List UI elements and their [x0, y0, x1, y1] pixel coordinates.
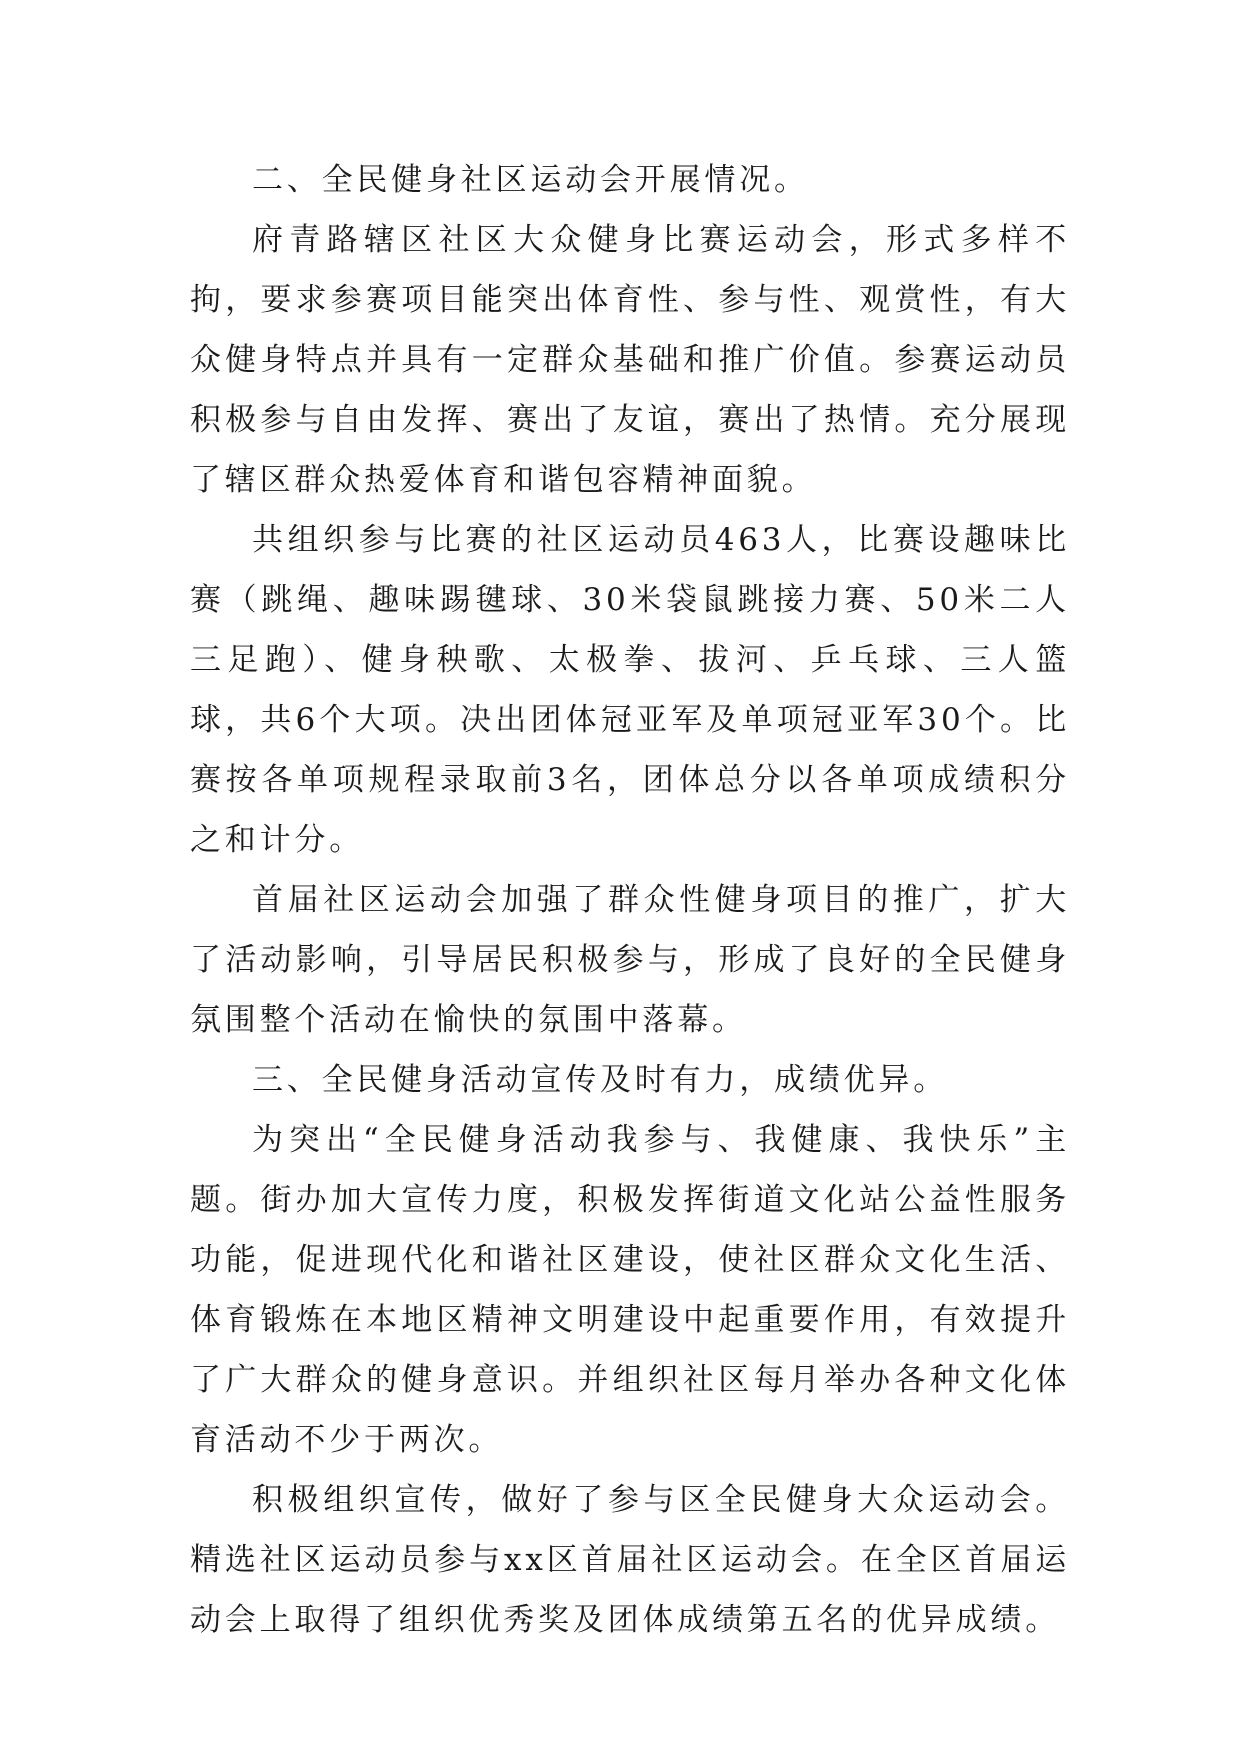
paragraph-publicity-theme: 为突出“全民健身活动我参与、我健康、我快乐”主题。街办加大宣传力度，积极发挥街道文化站公益性服务功能，促进现代化和谐社区建设，使社区群众文化生活、体育锻炼在本地区精神文明建设中起重要作用，有效提升了广大群众的健身意识。并组织社区每月举办各种文化体育活动不少于两次。: [190, 1122, 1070, 1458]
paragraph-district-games-result: 积极组织宣传，做好了参与区全民健身大众运动会。精选社区运动员参与xx区首届社区运动会。在全区首届运动会上取得了组织优秀奖及团体成绩第五名的优异成绩。: [190, 1482, 1070, 1638]
paragraph-first-games-summary: 首届社区运动会加强了群众性健身项目的推广，扩大了活动影响，引导居民积极参与，形成了良好的全民健身氛围整个活动在愉快的氛围中落幕。: [190, 882, 1070, 1038]
paragraph-competition-overview: 府青路辖区社区大众健身比赛运动会，形式多样不拘，要求参赛项目能突出体育性、参与性、观赏性，有大众健身特点并具有一定群众基础和推广价值。参赛运动员积极参与自由发挥、赛出了友谊，赛出了热情。充分展现了辖区群众热爱体育和谐包容精神面貌。: [190, 222, 1070, 498]
section-heading-3: 三、全民健身活动宣传及时有力，成绩优异。: [252, 1062, 948, 1098]
document-body: [190, 150, 1070, 1650]
section-heading-2: 二、全民健身社区运动会开展情况。: [252, 162, 809, 198]
paragraph-participants-events: 共组织参与比赛的社区运动员463人，比赛设趣味比赛（跳绳、趣味踢毽球、30米袋鼠跳接力赛、50米二人三足跑）、健身秧歌、太极拳、拔河、乒乓球、三人篮球，共6个大项。决出团体冠亚军及单项冠亚军30个。比赛按各单项规程录取前3名，团体总分以各单项成绩积分之和计分。: [190, 522, 1070, 858]
